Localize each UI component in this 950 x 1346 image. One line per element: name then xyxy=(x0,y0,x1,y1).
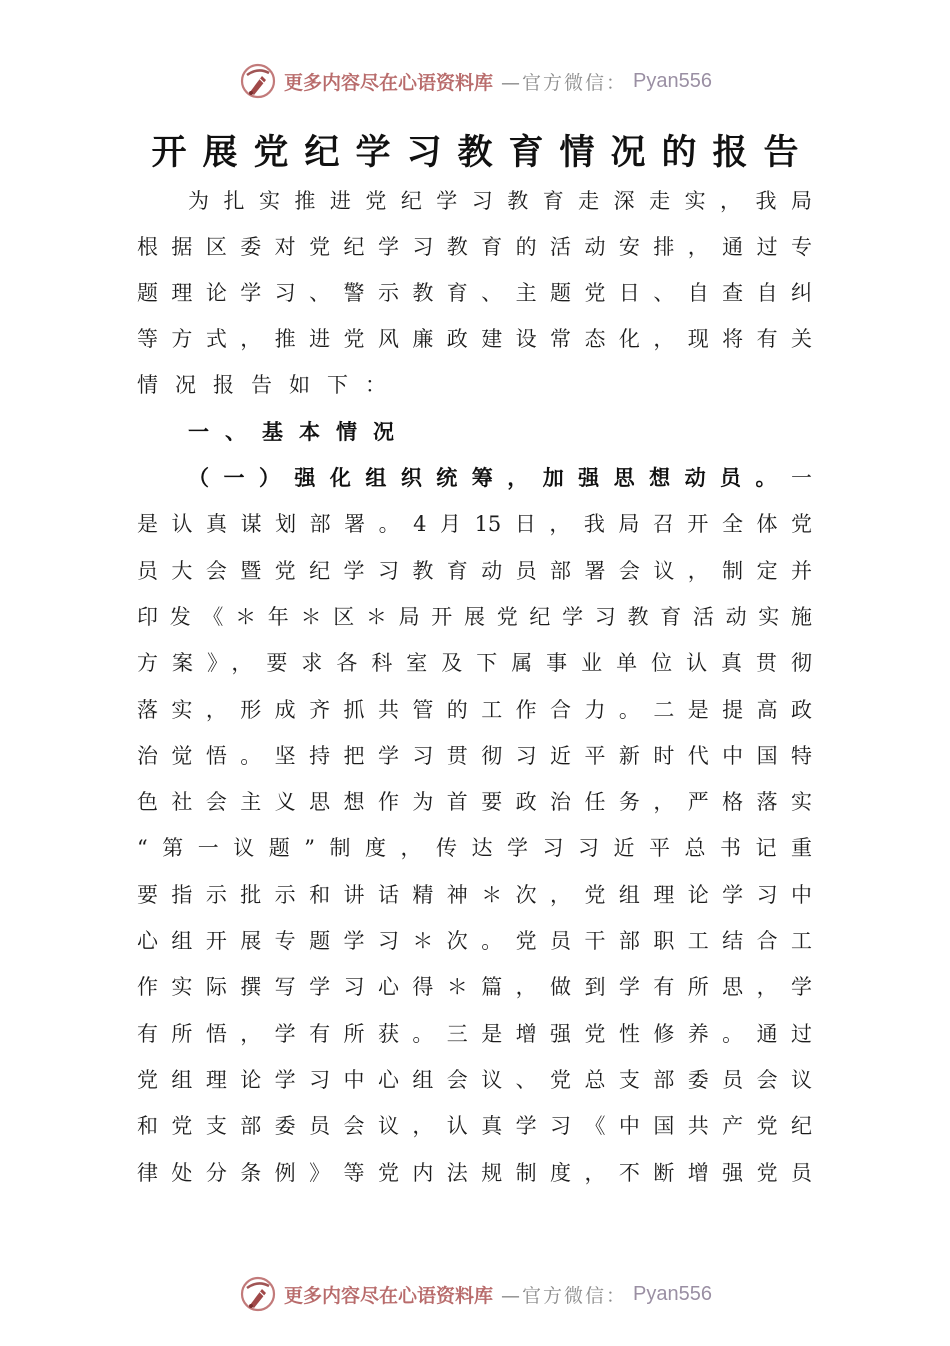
intro-line: 题理论学习、警示教育、主题党日、自查自纠 xyxy=(137,281,812,305)
intro-line: 等方式，推进党风廉政建设常态化，现将有关 xyxy=(137,327,812,351)
body-line: 和党支部委员会议，认真学习《中国共产党纪 xyxy=(137,1114,812,1138)
intro-line: 情况报告如下： xyxy=(137,373,403,397)
body-line: 是认真谋划部署。4月15日，我局召开全体党 xyxy=(137,512,812,536)
body-line: 有所悟，学有所获。三是增强党性修养。通过 xyxy=(137,1022,812,1046)
subsection-lead-line xyxy=(188,463,812,493)
body-line: 要指示批示和讲话精神＊次，党组理论学习中 xyxy=(137,883,812,907)
body-line: 员大会暨党纪学习教育动员部署会议，制定并 xyxy=(137,559,812,583)
body-line: 落实，形成齐抓共管的工作合力。二是提高政 xyxy=(137,698,812,722)
watermark-main-text: 更多内容尽在心语资料库 xyxy=(284,1284,494,1307)
body-line: 方案》，要求各科室及下属事业单位认真贯彻 xyxy=(137,651,812,675)
body-line: 印发《＊年＊区＊局开展党纪学习教育活动实施 xyxy=(137,605,812,629)
intro-line: 为扎实推进党纪学习教育走深走实，我局 xyxy=(188,189,812,213)
subsection-lead-tail: 一 xyxy=(791,466,812,490)
section-heading: 一、基本情况 xyxy=(188,419,410,444)
body-line: “第一议题”制度，传达学习习近平总书记重 xyxy=(137,836,812,860)
watermark-wechat-id: Pyan556 xyxy=(633,1282,712,1305)
body-line: 律处分条例》等党内法规制度，不断增强党员 xyxy=(137,1161,812,1185)
fountain-pen-logo-icon xyxy=(238,61,278,101)
body-line: 治觉悟。坚持把学习贯彻习近平新时代中国特 xyxy=(137,744,812,768)
footer-watermark xyxy=(0,1272,950,1316)
body-line: 色社会主义思想作为首要政治任务，严格落实 xyxy=(137,790,812,814)
subsection-heading: （一）强化组织统筹，加强思想动员。 xyxy=(188,465,791,490)
fountain-pen-logo-icon xyxy=(238,1274,278,1314)
body-line: 党组理论学习中心组会议、党总支部委员会议 xyxy=(137,1068,812,1092)
body-line: 心组开展专题学习＊次。党员干部职工结合工 xyxy=(137,929,812,953)
watermark-official-label: —官方微信： xyxy=(501,1284,628,1307)
watermark-wechat-id: Pyan556 xyxy=(633,69,712,92)
body-line: 作实际撰写学习心得＊篇，做到学有所思，学 xyxy=(137,975,812,999)
header-watermark xyxy=(0,59,950,103)
watermark-official-label: —官方微信： xyxy=(501,71,628,94)
intro-line: 根据区委对党纪学习教育的活动安排，通过专 xyxy=(137,235,812,259)
page-title: 开展党纪学习教育情况的报告 xyxy=(151,132,815,173)
watermark-main-text: 更多内容尽在心语资料库 xyxy=(284,71,494,94)
